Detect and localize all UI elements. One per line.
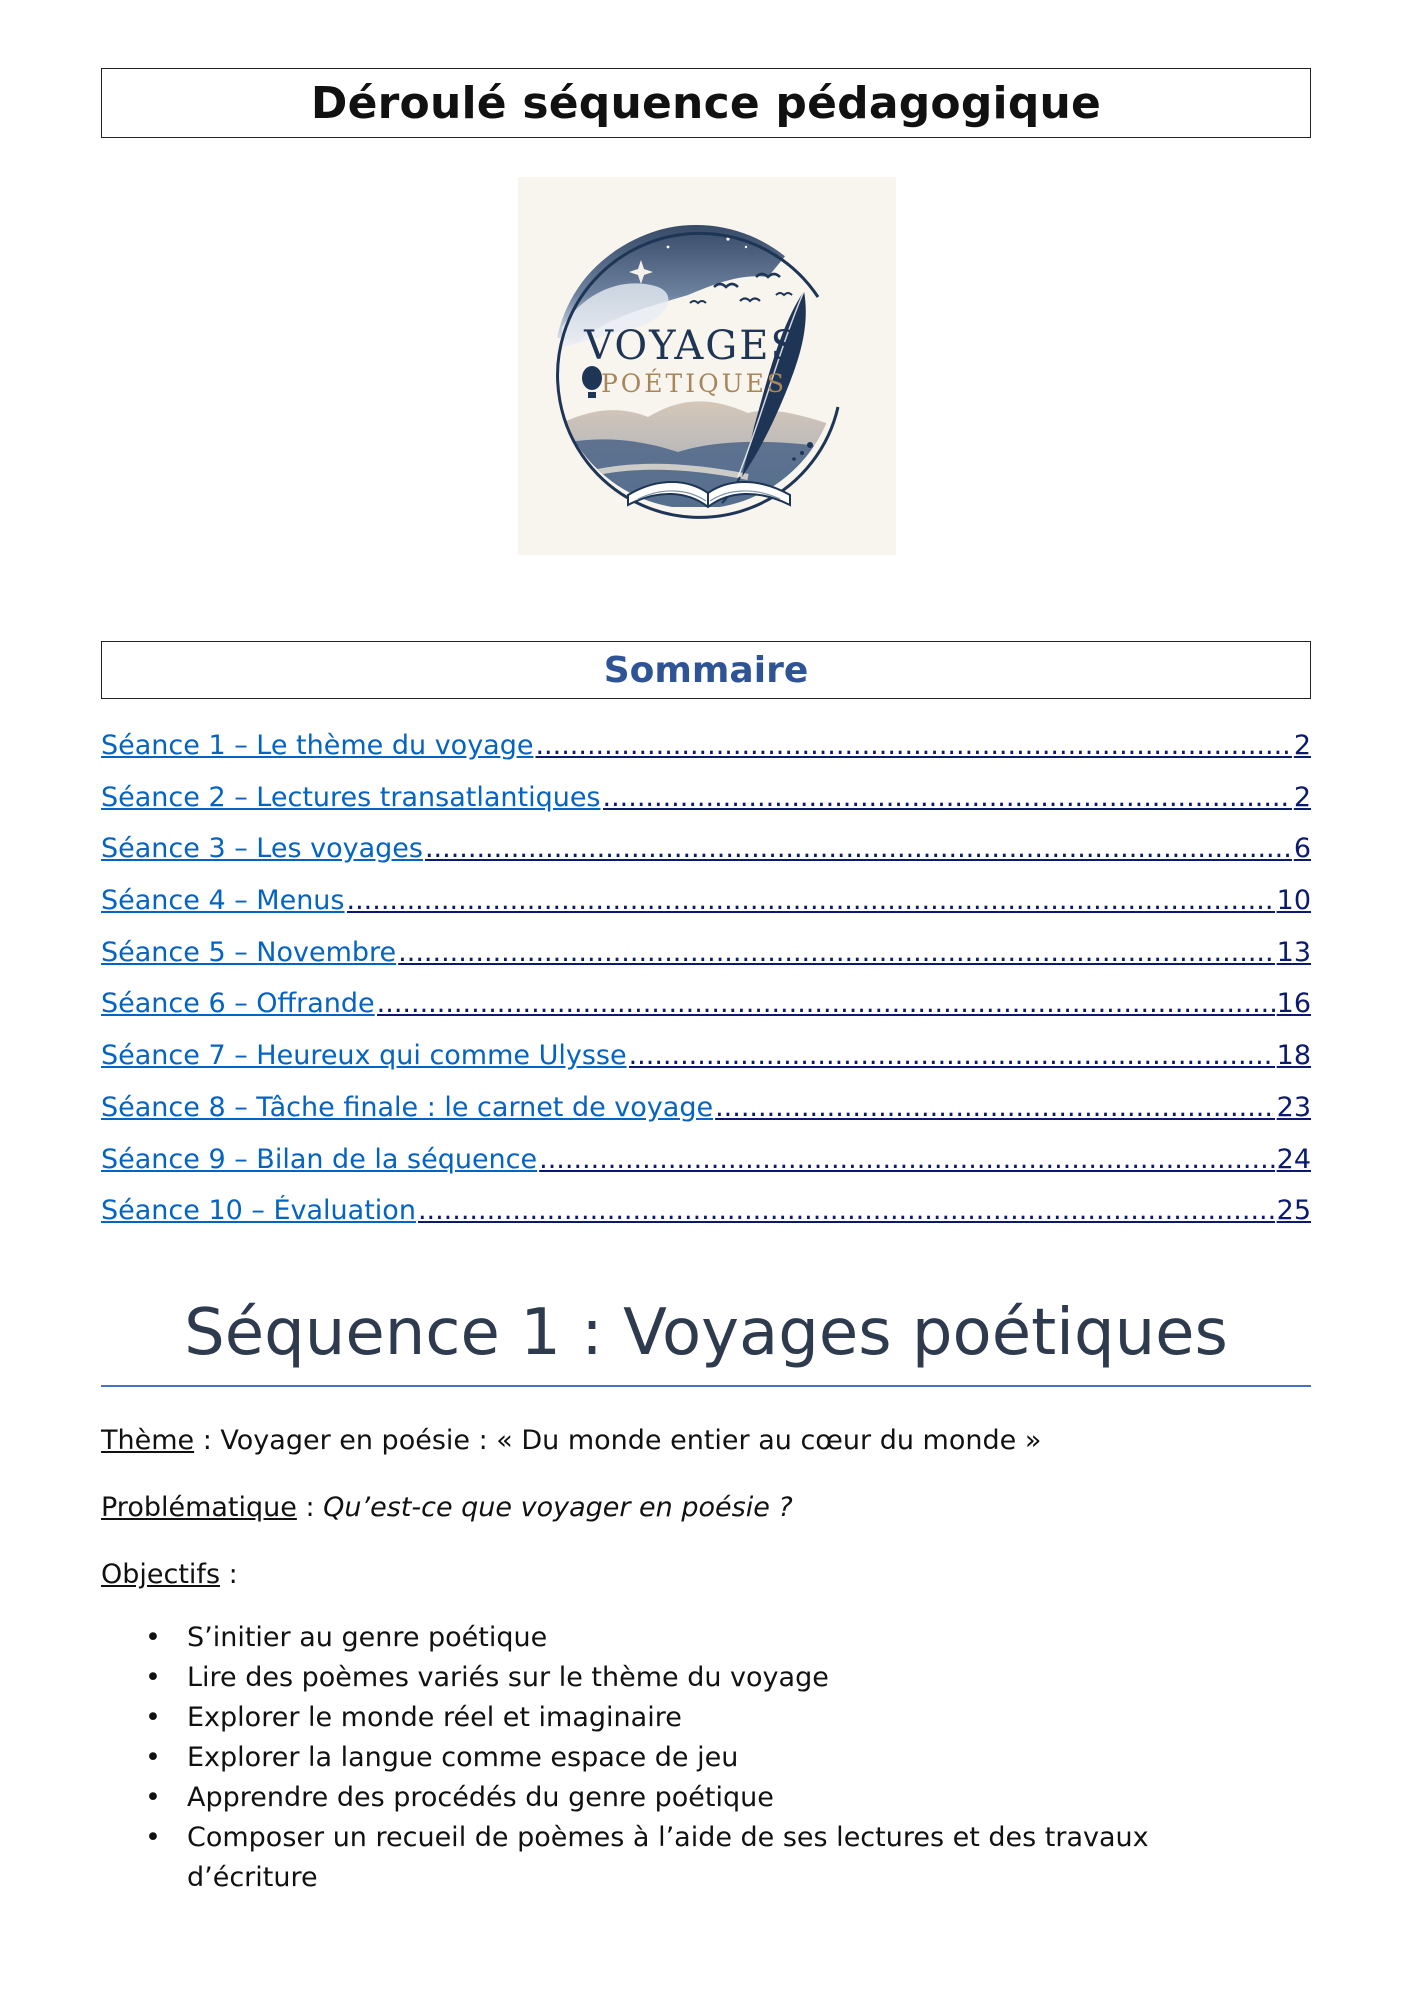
objective-text: Composer un recueil de poèmes à l’aide de ses lectures et des travaux d’écriture [187,1822,1149,1893]
toc-page-number[interactable]: 16 [1276,988,1311,1020]
toc-leader-dots [425,833,1292,864]
list-item [101,1658,1311,1698]
toc-entry-label[interactable]: Séance 7 – Heureux qui comme Ulysse [101,1040,627,1072]
toc-entry-label[interactable]: Séance 2 – Lectures transatlantiques [101,781,601,813]
toc-leader-dots [535,730,1291,761]
logo-text-poetiques: POÉTIQUES [600,369,788,398]
toc-entry-10[interactable] [101,1195,1311,1247]
toc-page-number[interactable]: 6 [1293,833,1311,865]
toc-entry-label[interactable]: Séance 9 – Bilan de la séquence [101,1143,538,1175]
document-title-box [101,68,1311,138]
sommaire-heading: Sommaire [603,649,809,691]
bullet-icon: • [145,1622,161,1653]
toc-page-number[interactable]: 18 [1276,1040,1311,1072]
toc-entry-label[interactable]: Séance 5 – Novembre [101,936,397,968]
voyages-poetiques-logo [518,177,896,555]
list-item [101,1778,1311,1818]
theme-value: : Voyager en poésie : « Du monde entier au cœur du monde » [194,1425,1042,1456]
bullet-icon: • [145,1822,161,1853]
problem-key: Problématique [101,1492,297,1523]
problem-separator: : [296,1492,324,1523]
objectives-list [101,1618,1311,1898]
toc-entry-3[interactable] [101,833,1311,885]
bullet-icon: • [145,1782,161,1813]
toc-entry-1[interactable] [101,730,1311,782]
toc-leader-dots [539,1144,1275,1175]
toc-entry-label[interactable]: Séance 6 – Offrande [101,988,375,1020]
list-item [101,1618,1311,1658]
objectives-line [101,1559,238,1590]
toc-leader-dots [398,937,1274,968]
toc-leader-dots [603,782,1292,813]
toc-page-number[interactable]: 25 [1276,1195,1311,1227]
toc-page-number[interactable]: 2 [1293,730,1311,761]
toc-entry-2[interactable] [101,782,1311,834]
objective-text: Apprendre des procédés du genre poétique [187,1782,774,1813]
bullet-icon: • [145,1742,161,1773]
bullet-icon: • [145,1702,161,1733]
toc-entry-9[interactable] [101,1144,1311,1196]
toc-entry-label[interactable]: Séance 8 – Tâche finale : le carnet de voyage [101,1091,714,1123]
objective-text: Explorer la langue comme espace de jeu [187,1742,739,1773]
toc-entry-5[interactable] [101,937,1311,989]
objectives-key: Objectifs [101,1559,221,1590]
toc-entry-label[interactable]: Séance 10 – Évaluation [101,1195,416,1227]
sequence-title-rule [101,1385,1311,1387]
toc-entry-7[interactable] [101,1040,1311,1092]
list-item [101,1818,1311,1898]
theme-line [101,1425,1041,1456]
logo-illustration [518,177,896,555]
objective-text: Lire des poèmes variés sur le thème du voyage [187,1662,829,1693]
sommaire-heading-box [101,641,1311,699]
toc-page-number[interactable]: 24 [1276,1143,1311,1175]
objective-text: Explorer le monde réel et imaginaire [187,1702,682,1733]
toc-entry-6[interactable] [101,988,1311,1040]
toc-page-number[interactable]: 10 [1276,885,1311,917]
problem-value: Qu’est-ce que voyager en poésie ? [323,1492,793,1523]
toc-leader-dots [418,1195,1275,1226]
objective-text: S’initier au genre poétique [187,1622,548,1653]
document-title: Déroulé séquence pédagogique [310,77,1102,129]
toc-leader-dots [377,988,1275,1019]
toc-entry-8[interactable] [101,1092,1311,1144]
problem-line [101,1492,793,1523]
list-item [101,1738,1311,1778]
objectives-separator: : [220,1559,238,1590]
toc-leader-dots [629,1040,1275,1071]
toc-entry-label[interactable]: Séance 1 – Le thème du voyage [101,730,534,761]
table-of-contents [101,730,1311,1247]
toc-entry-4[interactable] [101,885,1311,937]
toc-entry-label[interactable]: Séance 4 – Menus [101,885,345,917]
logo-text-voyages: VOYAGES [584,323,800,369]
toc-page-number[interactable]: 2 [1293,781,1311,813]
toc-page-number[interactable]: 23 [1276,1091,1311,1123]
toc-entry-label[interactable]: Séance 3 – Les voyages [101,833,423,865]
toc-leader-dots [347,885,1275,916]
theme-key: Thème [101,1425,195,1456]
toc-leader-dots [715,1092,1275,1123]
bullet-icon: • [145,1662,161,1693]
sequence-title: Séquence 1 : Voyages poétiques [184,1296,1228,1370]
list-item [101,1698,1311,1738]
toc-page-number[interactable]: 13 [1276,936,1311,968]
